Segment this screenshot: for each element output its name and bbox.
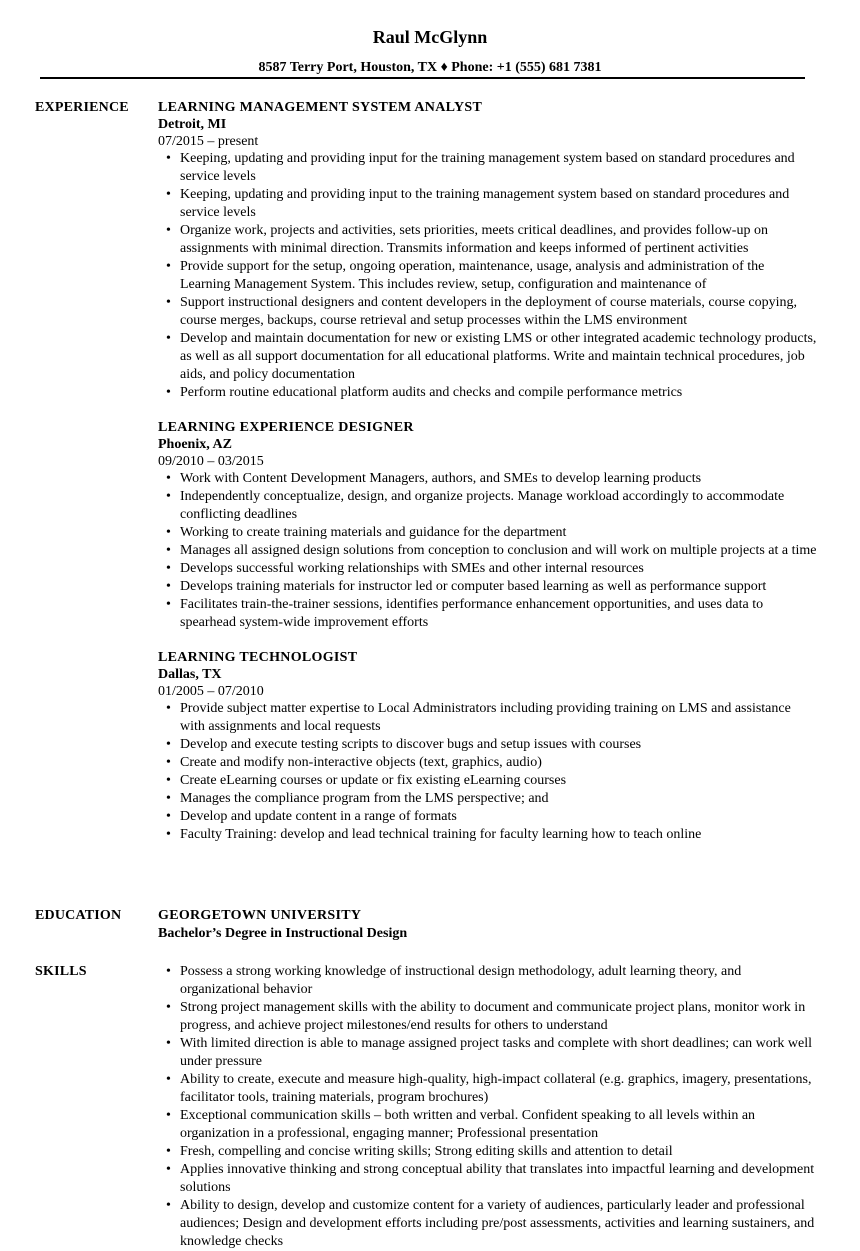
- job-dates: 09/2010 – 03/2015: [158, 454, 264, 469]
- school-name: GEORGETOWN UNIVERSITY: [158, 908, 362, 923]
- list-item: • Support instructional designers and content developers in the deployment of course materials, course copying, course merges, backups, course retrieval and setup processes within the LMS environment: [180, 294, 818, 330]
- list-item: • Develop and execute testing scripts to discover bugs and setup issues with courses: [180, 736, 818, 754]
- header-divider: [40, 77, 805, 79]
- list-item: • Work with Content Development Managers, authors, and SMEs to develop learning products: [180, 470, 818, 488]
- list-item: • Develop and update content in a range of formats: [180, 808, 818, 826]
- education-label: EDUCATION: [35, 908, 122, 923]
- list-item: • Provide support for the setup, ongoing operation, maintenance, usage, analysis and administration of the Learning Management System. This includes review, setup, configuration and maintenance of: [180, 258, 818, 294]
- job-entry: [158, 99, 818, 402]
- list-item: • Create eLearning courses or update or fix existing eLearning courses: [180, 772, 818, 790]
- list-item: • Applies innovative thinking and strong conceptual ability that translates into impactful learning and development solutions: [180, 1161, 818, 1197]
- list-item: • Ability to design, develop and customize content for a variety of audiences, particularly leader and professional audiences; Design and development efforts including pre/post assessments, activities and learning sustainers, and knowledge checks: [180, 1197, 818, 1251]
- list-item: • Provide subject matter expertise to Local Administrators including providing training on LMS and assistance with assignments and local requests: [180, 700, 818, 736]
- education-body: [158, 907, 818, 943]
- list-item: • Perform routine educational platform audits and checks and compile performance metrics: [180, 384, 818, 402]
- list-item: • Exceptional communication skills – both written and verbal. Confident speaking to all levels within an organization in a professional, engaging manner; Professional presentation: [180, 1107, 818, 1143]
- job-dates: 01/2005 – 07/2010: [158, 684, 264, 699]
- list-item: • Develop and maintain documentation for new or existing LMS or other integrated academic technology products, as well as all support documentation for all educational platforms. Write and maintain technical procedures, job aids, and policy documentation: [180, 330, 818, 384]
- resume-name: Raul McGlynn: [372, 27, 488, 47]
- list-item: • Manages the compliance program from the LMS perspective; and: [180, 790, 818, 808]
- job-title: LEARNING EXPERIENCE DESIGNER: [158, 420, 414, 435]
- job-title: LEARNING TECHNOLOGIST: [158, 650, 358, 665]
- list-item: • With limited direction is able to manage assigned project tasks and complete with short deadlines; can work well under pressure: [180, 1035, 818, 1071]
- experience-body: [158, 99, 818, 861]
- list-item: • Develops training materials for instructor led or computer based learning as well as performance support: [180, 578, 818, 596]
- job-dates: 07/2015 – present: [158, 134, 259, 149]
- list-item: • Create and modify non-interactive objects (text, graphics, audio): [180, 754, 818, 772]
- list-item: • Facilitates train-the-trainer sessions, identifies performance enhancement opportunities, and uses data to spearhead system-wide improvement efforts: [180, 596, 818, 632]
- skills-body: [158, 963, 818, 1251]
- list-item: • Develops successful working relationships with SMEs and other internal resources: [180, 560, 818, 578]
- skills-label: SKILLS: [35, 964, 87, 979]
- job-entry: [158, 649, 818, 844]
- experience-label: EXPERIENCE: [35, 100, 129, 115]
- job-title: LEARNING MANAGEMENT SYSTEM ANALYST: [158, 100, 483, 115]
- list-item: • Manages all assigned design solutions from conception to conclusion and will work on multiple projects at a time: [180, 542, 818, 560]
- skills-bullets: [158, 963, 818, 1251]
- list-item: • Faculty Training: develop and lead technical training for faculty learning how to teach online: [180, 826, 818, 844]
- list-item: • Independently conceptualize, design, and organize projects. Manage workload accordingly to accommodate conflicting deadlines: [180, 488, 818, 524]
- degree-name: Bachelor’s Degree in Instructional Design: [158, 926, 408, 941]
- list-item: • Keeping, updating and providing input to the training management system based on standard procedures and service levels: [180, 186, 818, 222]
- job-entry: [158, 419, 818, 632]
- job-location: Detroit, MI: [158, 117, 227, 132]
- job-bullets: [158, 700, 818, 844]
- list-item: • Organize work, projects and activities, sets priorities, meets critical deadlines, and provides follow-up on assignments with minimal direction. Transmits information and keeps informed of pertinent activities: [180, 222, 818, 258]
- list-item: • Ability to create, execute and measure high-quality, high-impact collateral (e.g. graphics, imagery, presentations, facilitator tools, training materials, program brochures): [180, 1071, 818, 1107]
- contact-line: 8587 Terry Port, Houston, TX ♦ Phone: +1 (555) 681 7381: [258, 60, 602, 75]
- list-item: • Fresh, compelling and concise writing skills; Strong editing skills and attention to detail: [180, 1143, 818, 1161]
- job-location: Dallas, TX: [158, 667, 222, 682]
- job-bullets: [158, 150, 818, 402]
- list-item: • Keeping, updating and providing input for the training management system based on standard procedures and service levels: [180, 150, 818, 186]
- list-item: • Strong project management skills with the ability to document and communicate project plans, monitor work in progress, and achieve project milestones/end results for others to understand: [180, 999, 818, 1035]
- list-item: • Possess a strong working knowledge of instructional design methodology, adult learning theory, and organizational behavior: [180, 963, 818, 999]
- job-bullets: [158, 470, 818, 632]
- job-location: Phoenix, AZ: [158, 437, 232, 452]
- list-item: • Working to create training materials and guidance for the department: [180, 524, 818, 542]
